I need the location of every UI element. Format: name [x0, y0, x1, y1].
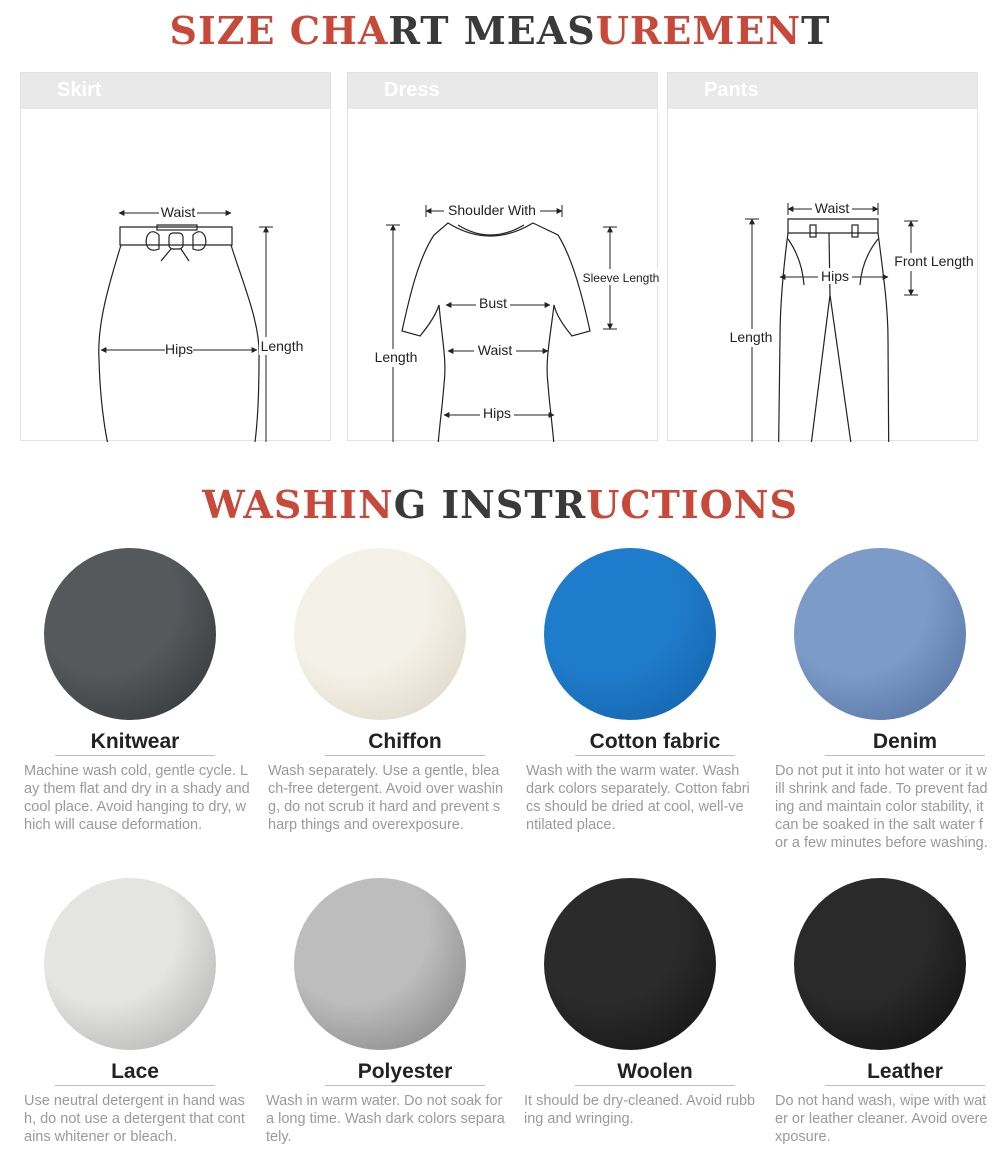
chiffon-care-text: Wash separately. Use a gentle, bleach-free detergent. Avoid over washing, do not scrub it hard and prevent sharp things and overexposure. [268, 763, 504, 833]
dress-length-label: Length [374, 349, 418, 365]
skirt-waist-label: Waist [160, 204, 196, 220]
heading-part: G INSTR [393, 482, 587, 527]
lace-swatch-image [44, 878, 216, 1050]
skirt-tab: Skirt [21, 73, 330, 109]
denim-care-text: Do not put it into hot water or it will shrink and fade. To prevent fading and maintain color stability, it can be soaked in the salt water for a few minutes before washing. [775, 763, 988, 851]
leather-name: Leather [825, 1059, 985, 1086]
denim-name: Denim [825, 729, 985, 756]
polyester-care-text: Wash in warm water. Do not soak for a long time. Wash dark colors separately. [266, 1093, 505, 1145]
knitwear-care-text: Machine wash cold, gentle cycle. Lay them flat and dry in a shady and cool place. Avoid hanging to dry, which will cause deformation. [24, 763, 250, 833]
washing-instructions-heading [0, 482, 1000, 528]
skirt-diagram [21, 109, 332, 442]
cotton-fabric-swatch-image [544, 548, 716, 720]
pants-tab: Pants [668, 73, 977, 109]
dress-waist-label: Waist [477, 342, 513, 358]
pants-diagram [668, 109, 979, 442]
heading-part: WASHIN [202, 482, 394, 527]
polyester-name: Polyester [325, 1059, 485, 1086]
cotton-fabric-name: Cotton fabric [575, 729, 735, 756]
woolen-care-text: It should be dry-cleaned. Avoid rubbing and wringing. [524, 1093, 756, 1127]
pants-panel [667, 72, 978, 441]
woolen-swatch-image [544, 878, 716, 1050]
dress-tab: Dress [348, 73, 657, 109]
polyester-swatch-image [294, 878, 466, 1050]
chiffon-name: Chiffon [325, 729, 485, 756]
leather-care-text: Do not hand wash, wipe with water or leather cleaner. Avoid overexposure. [775, 1093, 988, 1145]
dress-diagram [348, 109, 659, 442]
heading-part: UCTIONS [586, 482, 798, 527]
pants-length-label: Length [729, 329, 773, 345]
heading-part: SIZE CHA [169, 8, 389, 53]
cotton-fabric-care-text: Wash with the warm water. Wash dark colors separately. Cotton fabrics should be dried at cool, well-ventilated place. [526, 763, 750, 833]
dress-hips-label: Hips [482, 405, 512, 421]
dress-sleeve-label: Sleeve Length [582, 271, 659, 285]
skirt-length-label: Length [260, 338, 304, 354]
pants-waist-label: Waist [814, 200, 850, 216]
dress-panel [347, 72, 658, 441]
pants-hips-label: Hips [820, 268, 850, 284]
dress-shoulder-label: Shoulder With [448, 202, 536, 218]
denim-swatch-image [794, 548, 966, 720]
heading-part: UREMEN [595, 8, 802, 53]
leather-swatch-image [794, 878, 966, 1050]
skirt-panel [20, 72, 331, 441]
skirt-hips-label: Hips [164, 341, 194, 357]
dress-bust-label: Bust [478, 295, 508, 311]
lace-care-text: Use neutral detergent in hand wash, do not use a detergent that contains whitener or bleach. [24, 1093, 245, 1145]
pants-front-length-label: Front Length [894, 253, 974, 269]
chiffon-swatch-image [294, 548, 466, 720]
size-chart-heading [0, 8, 1000, 54]
knitwear-name: Knitwear [55, 729, 215, 756]
knitwear-swatch-image [44, 548, 216, 720]
heading-part: T [801, 8, 831, 53]
woolen-name: Woolen [575, 1059, 735, 1086]
lace-name: Lace [55, 1059, 215, 1086]
heading-part: RT MEAS [388, 8, 596, 53]
